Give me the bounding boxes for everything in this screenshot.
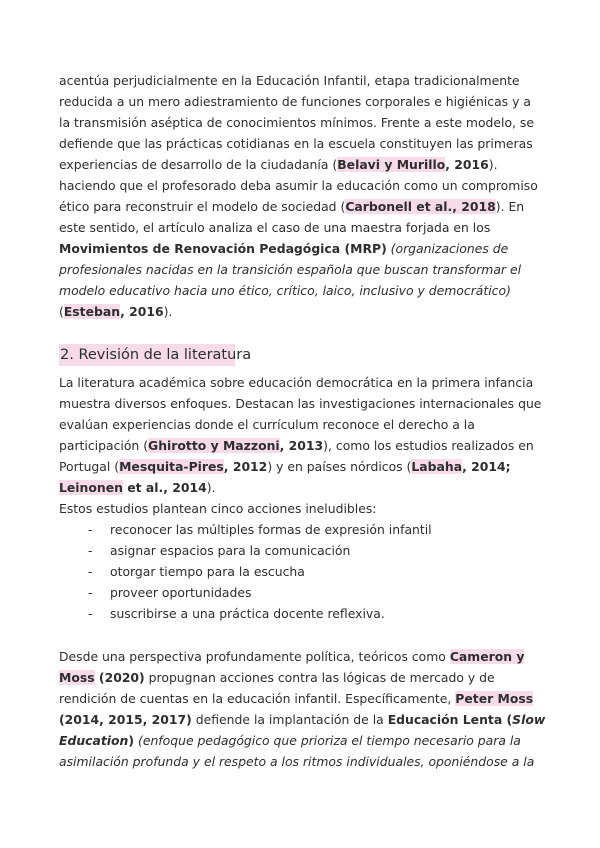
paragraph-line: acentúa perjudicialmente en la Educación Infantil, etapa tradicionalmente xyxy=(59,73,520,88)
paragraph-line: defiende que las prácticas cotidianas en la escuela constituyen las primeras xyxy=(59,136,533,151)
paragraph-line: este sentido, el artículo analiza el caso de una maestra forjada en los xyxy=(59,220,491,235)
paragraph-line: La literatura académica sobre educación democrática en la primera infancia xyxy=(59,375,534,390)
list-item: - otorgar tiempo para la escucha xyxy=(88,564,305,579)
paragraph-line: Education) (enfoque pedagógico que prioriza el tiempo necesario para la xyxy=(59,733,521,748)
slow-education-term: Educación Lenta ( xyxy=(387,712,513,727)
paragraph-line: modelo educativo hacia uno ético, crítico, laico, inclusivo y democrático) xyxy=(59,283,511,298)
paragraph-line: haciendo que el profesorado deba asumir la educación como un compromiso xyxy=(59,178,538,193)
citation-highlight: Mesquita-Pires xyxy=(119,459,224,474)
list-item: - suscribirse a una práctica docente reflexiva. xyxy=(88,606,385,621)
paragraph-line: evalúan experiencias donde el currículum reconoce el derecho a la xyxy=(59,417,475,432)
paragraph-line: (2014, 2015, 2017) defiende la implantación de la Educación Lenta (Slow xyxy=(59,712,546,727)
paragraph-line: Desde una perspectiva profundamente política, teóricos como Cameron y xyxy=(59,649,525,664)
section-heading: 2. Revisión de la literatura xyxy=(59,344,235,366)
citation-highlight: Cameron y xyxy=(449,649,525,664)
citation-highlight: Carbonell et al., 2018 xyxy=(345,199,496,214)
paragraph-line: muestra diversos enfoques. Destacan las investigaciones internacionales que xyxy=(59,396,542,411)
citation-highlight: Labaha xyxy=(411,459,463,474)
paragraph-line: asimilación profunda y el respeto a los ritmos individuales, oponiéndose a la xyxy=(59,754,535,769)
list-item: - proveer oportunidades xyxy=(88,585,252,600)
citation-highlight: Ghirotto y Mazzoni xyxy=(148,438,280,453)
paragraph-line: reducida a un mero adiestramiento de funciones corporales e higiénicas y a xyxy=(59,94,531,109)
paragraph-line: rendición de cuentas en la educación infantil. Específicamente, Peter Moss xyxy=(59,691,534,706)
paragraph-line: (Esteban, 2016). xyxy=(59,304,173,319)
citation-highlight: Peter Moss xyxy=(455,691,534,706)
citation-highlight: Belavi y Murillo xyxy=(337,157,446,172)
paragraph-line: profesionales nacidas en la transición española que buscan transformar el xyxy=(59,262,522,277)
paragraph-line: experiencias de desarrollo de la ciudadanía (Belavi y Murillo, 2016). xyxy=(59,157,498,172)
citation-highlight: Leinonen xyxy=(59,480,123,495)
citation-highlight: Moss xyxy=(59,670,95,685)
list-item: - asignar espacios para la comunicación xyxy=(88,543,351,558)
paragraph-line: Estos estudios plantean cinco acciones ineludibles: xyxy=(59,501,377,516)
paragraph-line: Portugal (Mesquita-Pires, 2012) y en países nórdicos (Labaha, 2014; xyxy=(59,459,511,474)
paragraph-line: Leinonen et al., 2014). xyxy=(59,480,216,495)
citation-highlight: Esteban xyxy=(63,304,121,319)
paragraph-line: Movimientos de Renovación Pedagógica (MRP) (organizaciones de xyxy=(59,241,509,256)
paragraph-line: la transmisión aséptica de conocimientos mínimos. Frente a este modelo, se xyxy=(59,115,535,130)
paragraph-line: Moss (2020) propugnan acciones contra las lógicas de mercado y de xyxy=(59,670,495,685)
paragraph-line: ético para reconstruir el modelo de sociedad (Carbonell et al., 2018). En xyxy=(59,199,525,214)
mrp-term: Movimientos de Renovación Pedagógica (MRP) xyxy=(59,241,387,256)
paragraph-line: participación (Ghirotto y Mazzoni, 2013), como los estudios realizados en xyxy=(59,438,534,453)
list-item: - reconocer las múltiples formas de expresión infantil xyxy=(88,522,432,537)
